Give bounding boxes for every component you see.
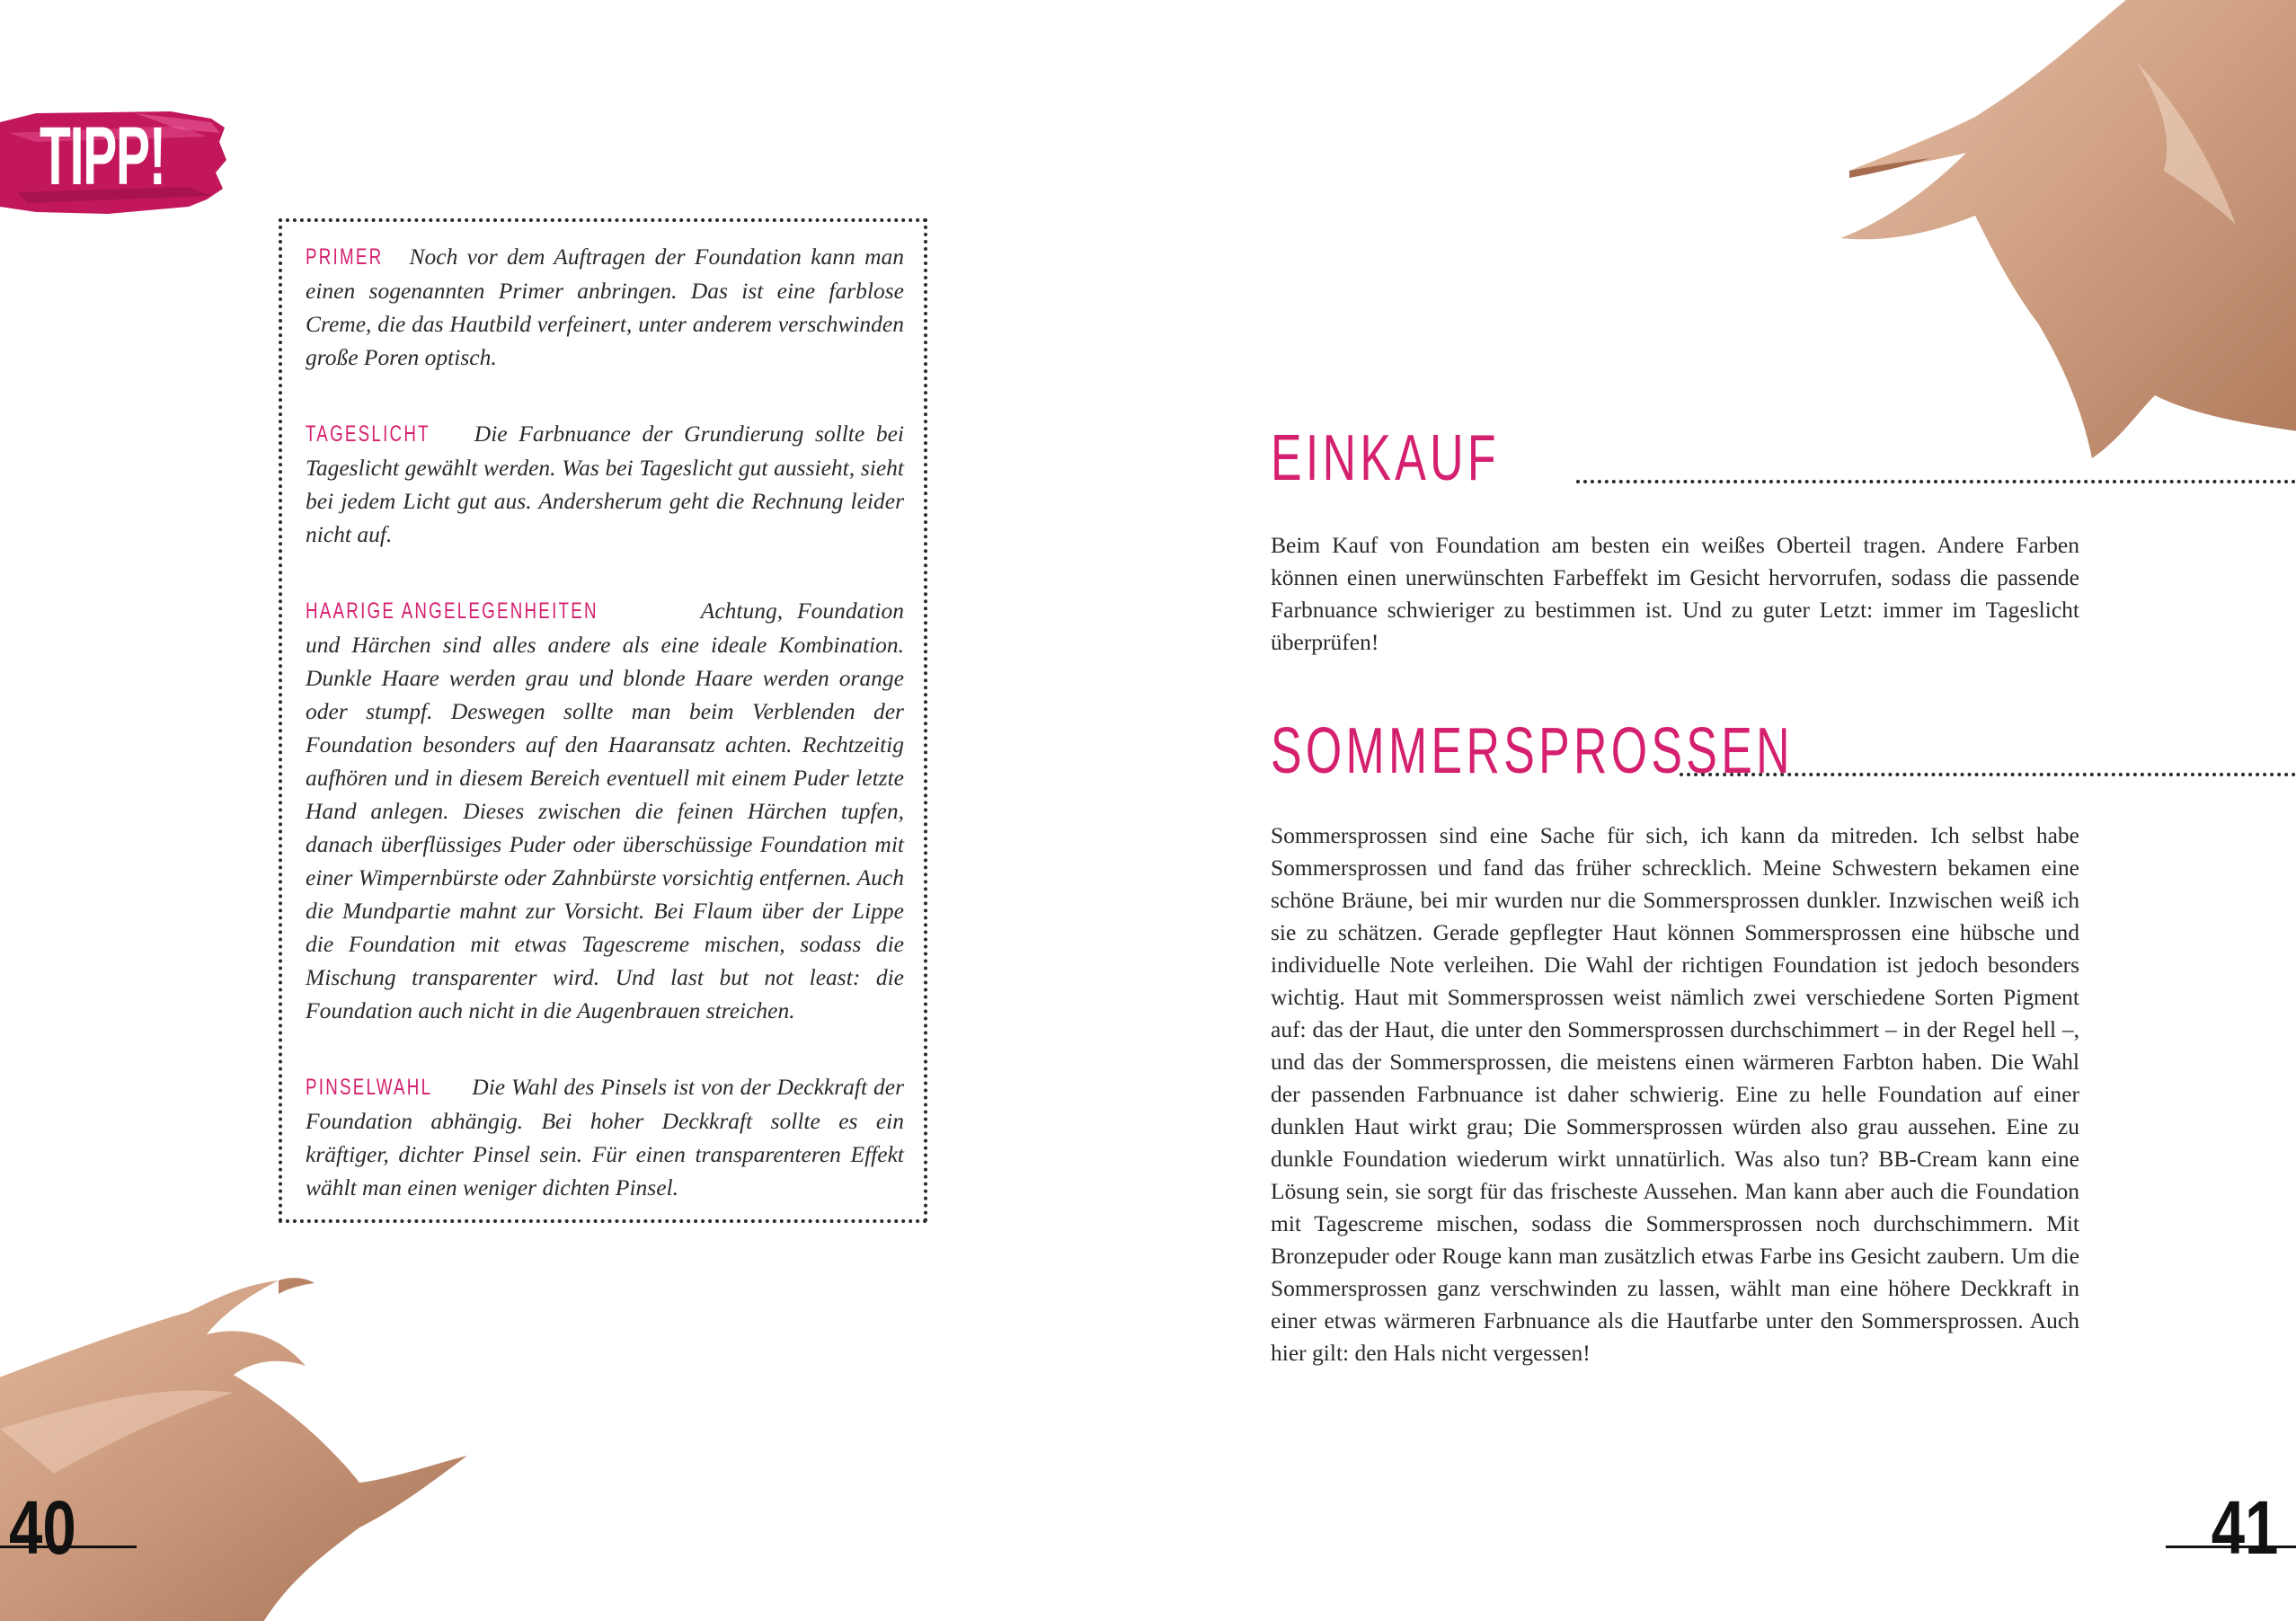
tip-heading-tageslicht: TAGESLICHT (306, 421, 430, 447)
tip-item-tageslicht (306, 417, 904, 551)
page-number-left: 40 (9, 1485, 76, 1570)
section-text-einkauf: Beim Kauf von Foundation am besten ein weißes Oberteil tragen. Andere Farben können einen unerwünschten Farbeffekt im Gesicht hervorrufen, sodass die passende Farbnuance schwieriger zu bestimmen ist. Und zu guter Letzt: immer im Tageslicht überprüfen! (1271, 532, 2079, 655)
tip-text-tageslicht: Die Farbnuance der Grundierung sollte bei Tageslicht gewählt werden. Was bei Tageslicht gut aussieht, sieht bei jedem Licht gut aus. Andersherum geht die Rechnung leider nicht auf. (306, 421, 905, 547)
right-page (1148, 0, 2296, 1621)
tip-heading-primer: PRIMER (306, 244, 384, 270)
section-title-einkauf: EINKAUF (1271, 422, 1500, 494)
foundation-smear-image (0, 1249, 521, 1621)
tipp-badge-label: TIPP! (40, 111, 165, 202)
tip-heading-pinselwahl: PINSELWAHL (306, 1075, 433, 1100)
section-header-sommersprossen (1271, 712, 2296, 787)
dotted-leader (1680, 773, 2296, 776)
tip-box (279, 218, 927, 1223)
tip-item-primer (306, 240, 904, 374)
section-title-sommersprossen: SOMMERSPROSSEN (1271, 715, 1794, 787)
dotted-leader (1576, 480, 2296, 483)
tip-heading-haarige-angelegenheiten: HAARIGE ANGELEGENHEITEN (306, 598, 598, 624)
section-header-einkauf (1271, 419, 2296, 494)
tip-item-pinselwahl (306, 1070, 904, 1204)
section-text-sommersprossen: Sommersprossen sind eine Sache für sich, ich kann da mitreden. Ich selbst habe Sommersprossen und fand das früher schrecklich. Meine Schwestern bekamen eine schöne Bräune, bei mir wurden nur die Sommersprossen dunkler. Inzwischen weiß ich sie zu schätzen. Gerade gepflegter Haut können Sommersprossen eine hübsche und individuelle Note verleihen. Die Wahl der richtigen Foundation ist jedoch besonders wichtig. Haut mit Sommersprossen weist nämlich zwei verschiedene Sorten Pigment auf: das der Haut, die unter den Sommersprossen durchschimmert – in der Regel hell –, und das der Sommersprossen, die meistens einen wärmeren Farbton haben. Die Wahl der passenden Farbnuance ist daher schwierig. Eine zu helle Foundation auf einer dunklen Haut wirkt grau; Die Sommersprossen würden also grau aussehen. Eine zu dunkle Foundation wiederum wirkt unnatürlich. Was also tun? BB-Cream kann eine Lösung sein, sie sorgt für das frischeste Aussehen. Man kann aber auch die Foundation mit Tagescreme mischen, sodass die Sommersprossen noch durchschimmern. Mit Bronzepuder oder Rouge kann man zusätzlich etwas Farbe ins Gesicht zaubern. Um die Sommersprossen ganz verschwinden zu lassen, wählt man eine höhere Deckkraft in einer etwas wärmeren Farbnuance als die Hautfarbe unter den Sommersprossen. Auch hier gilt: den Hals nicht vergessen! (1271, 822, 2079, 1366)
page-number-right: 41 (2211, 1485, 2278, 1570)
tip-item-haarige-angelegenheiten (306, 594, 904, 1027)
tip-text-haarige-angelegenheiten: Achtung, Foundation und Härchen sind alles andere als eine ideale Kombination. Dunkle Haare werden grau und blonde Haare werden orange oder stumpf. Deswegen sollte man beim Verblenden der Foundation besonders auf den Haaransatz achten. Rechtzeitig aufhören und in diesem Bereich eventuell mit einem Puder letzte Hand anlegen. Dieses zwischen die feinen Härchen tupfen, danach überflüssiges Puder oder überschüssige Foundation mit einer Wimpernbürste oder Zahnbürste vorsichtig entfernen. Auch die Mundpartie mahnt zur Vorsicht. Bei Flaum über der Lippe die Foundation mit etwas Tagescreme mischen, sodass die Mischung transparenter wird. Und last but not least: die Foundation auch nicht in die Augenbrauen streichen. (306, 598, 904, 1023)
tip-text-primer: Noch vor dem Auftragen der Foundation kann man einen sogenannten Primer anbringen. Das ist eine farblose Creme, die das Hautbild verfeinert, unter anderem verschwinden große Poren optisch. (306, 244, 904, 370)
tip-text-pinselwahl: Die Wahl des Pinsels ist von der Deckkraft der Foundation abhängig. Bei hoher Deckkraft sollte es ein kräftiger, dichter Pinsel sein. Für einen transparenteren Effekt wählt man einen weniger dichten Pinsel. (306, 1074, 904, 1200)
foundation-smear-image (1670, 0, 2296, 467)
